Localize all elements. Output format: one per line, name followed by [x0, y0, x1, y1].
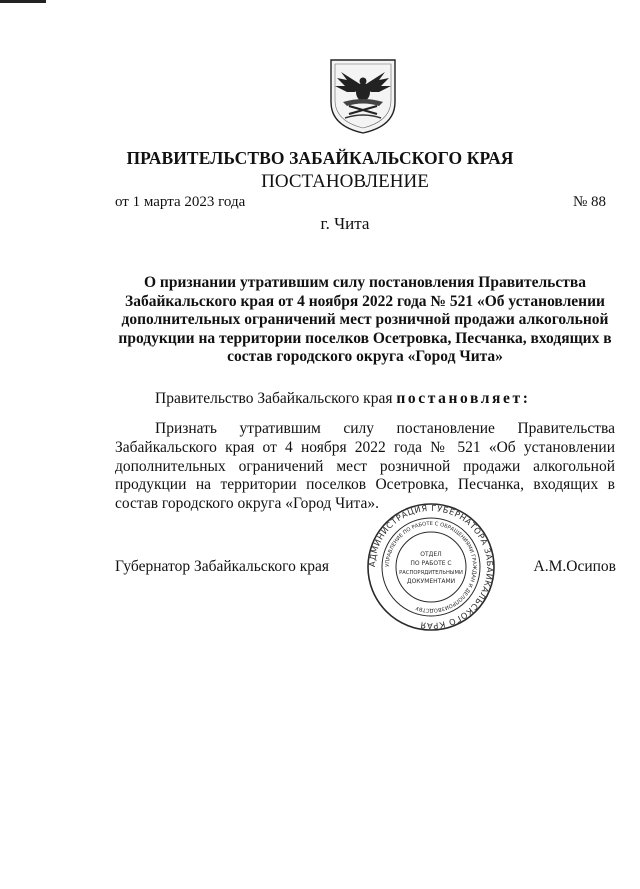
document-number: № 88: [572, 194, 606, 210]
stamp-center-line-2: ПО РАБОТЕ С: [410, 560, 452, 567]
stamp-inner-text: УПРАВЛЕНИЕ ПО РАБОТЕ С ОБРАЩЕНИЯМИ ГРАЖДАН И ДЕЛОПРОИЗВОДСТВУ: [384, 520, 478, 614]
document-title: О признании утратившим силу постановления Правительства Забайкальского края от 4 ноября 2022 года № 521 «Об установлении дополнительных ограничений мест розничной продажи алкогольной продукции на территории поселков Осетровка, Песчанка, входящих в состав городского округа «Город Чита»: [118, 274, 612, 366]
document-city: г. Чита: [320, 214, 370, 233]
preamble: [155, 390, 530, 408]
document-date: от 1 марта 2023 года: [115, 194, 246, 210]
signatory-name: А.М.Осипов: [533, 558, 616, 575]
coat-of-arms-emblem: [327, 56, 399, 136]
stamp-center-line-1: ОТДЕЛ: [420, 551, 442, 558]
document-body: Признать утратившим силу постановление Правительства Забайкальского края от 4 ноября 2022 года № 521 «Об установлении дополнительных ограничений мест розничной продажи алкогольной продукции на территории поселков Осетровка, Песчанка, входящих в состав городского округа «Город Чита».: [115, 420, 615, 513]
official-stamp: [366, 502, 496, 632]
stamp-center-line-4: ДОКУМЕНТАМИ: [406, 578, 456, 585]
scan-artifact-line: [0, 0, 46, 3]
signatory-position: Губернатор Забайкальского края: [115, 558, 330, 575]
stamp-outer-text: АДМИНИСТРАЦИЯ ГУБЕРНАТОРА ЗАБАЙКАЛЬСКОГО КРАЯ: [366, 502, 496, 632]
organization-heading: ПРАВИТЕЛЬСТВО ЗАБАЙКАЛЬСКОГО КРАЯ: [126, 148, 514, 168]
document-type-heading: ПОСТАНОВЛЕНИЕ: [261, 171, 429, 192]
stamp-center-line-3: РАСПОРЯДИТЕЛЬНЫМИ: [399, 570, 463, 576]
preamble-subject: Правительство Забайкальского края: [155, 390, 393, 407]
preamble-verb: постановляет:: [396, 390, 531, 407]
